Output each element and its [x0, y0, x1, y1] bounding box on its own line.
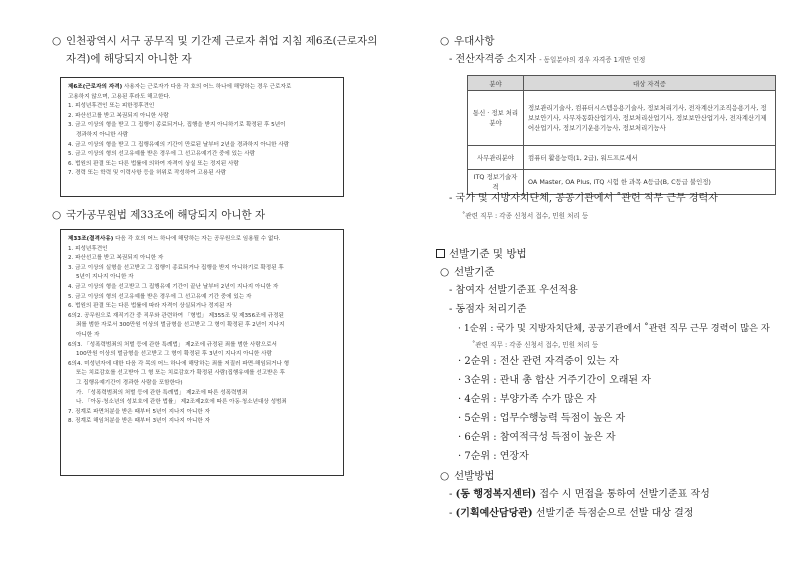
article-6-item: 6. 법원의 판결 또는 다른 법률에 의하여 자격이 상실 또는 정지된 사람 — [68, 160, 239, 167]
article-33-item: 4. 금고 이상의 형을 선고받고 그 집행유예 기간이 끝난 날부터 2년이 지나지 아니한 자 — [68, 283, 279, 290]
preference-cert-note: - 동일분야의 경우 자격증 1개만 인정 — [539, 56, 646, 64]
article-33-item: 5년이 지나지 아니한 자 — [76, 274, 134, 281]
article-33-item: 나. 「아동·청소년의 성보호에 관한 법률」 제2조제2호에 따른 아동·청소년대상 성범죄 — [76, 399, 287, 406]
article-33-item: 6의4. 미성년자에 대한 다음 각 목의 어느 하나에 해당하는 죄를 저질러 파면·해임되거나 형 — [68, 360, 290, 367]
article-33-item: 6의3. 「성폭력범죄의 처벌 등에 관한 특례법」 제2조에 규정된 죄를 범한 사람으로서 — [68, 341, 277, 348]
rank-item: · 5순위 : 업무수행능력 득점이 높은 자 — [458, 413, 626, 424]
article-6-item: 2. 파산선고를 받고 복권되지 아니한 사람 — [68, 112, 169, 119]
table-cell-certs: 정보관리기술사, 컴퓨터시스템응용기술사, 정보처리기사, 전자계산기조직응용기사, 정보보안기사, 사무자동화산업기사, 정보처리산업기사, 정보보안산업기사, 전자계산기제어산업기사, 정보기기운용기능사, 정보처리기능사 — [524, 91, 776, 146]
circle-bullet-icon: ○ — [52, 35, 62, 47]
rule-article-6-box: 제6조(근로자의 자격) 사용자는 근로자가 다음 각 호의 어느 하나에 해당하는 경우 근로자로 고용하지 않으며, 고용된 후라도 해고한다. 1. 피성년후견인 또는 피한정후견인 2. 파산선고를 받고 복권되지 아니한 사람 3. 금고 이상의 형을 받고 그 집행이 종료되거나, 집행을 받지 아니하기로 확정된 후 5년이 경과하지 아니한 사람 4. 금고 이상의 형을 받고 그 집행유예의 기간이 만료된 날부터 2년을 경과하지 아니한 사람 5. 금고 이상의 형의 선고유예를 받은 경우에 그 선고유예기간 중에 있는 사람 6. 법원의 판결 또는 다른 법률에 의하여 자격이 상실 또는 정지된 사람 7. 경력 또는 학력 및 이력사항 등을 허위로 작성하여 고용된 사람 — [60, 77, 344, 197]
law-article-33-box: 제33조(결격사유) 다음 각 호의 어느 하나에 해당하는 자는 공무원으로 임용될 수 없다. 1. 피성년후견인 2. 파산선고를 받고 복권되지 아니한 자 3. 금고 이상의 실형을 선고받고 그 집행이 종료되거나 집행을 받지 아니하기로 확정된 후 5년이 지나지 아니한 자 4. 금고 이상의 형을 선고받고 그 집행유예 기간이 끝난 날부터 2년이 지나지 아니한 자 5. 금고 이상의 형의 선고유예를 받은 경우에 그 선고유예 기간 중에 있는 자 6. 법원의 판결 또는 다른 법률에 따라 자격이 상실되거나 정지된 자 6의2. 공무원으로 재직기간 중 직무와 관련하여 「형법」 제355조 및 제356조에 규정된 죄를 범한 자로서 300만원 이상의 벌금형을 선고받고 그 형이 확정된 후 2년이 지나지 아니한 자 6의3. 「성폭력범죄의 처벌 등에 관한 특례법」 제2조에 규정된 죄를 범한 사람으로서 100만원 이상의 벌금형을 선고받고 그 형이 확정된 후 3년이 지나지 아니한 사람 6의4. 미성년자에 대한 다음 각 목의 어느 하나에 해당하는 죄를 저질러 파면·해임되거나 형 또는 치료감호를 선고받아 그 형 또는 치료감호가 확정된 사람(집행유예를 선고받은 후 그 집행유예기간이 경과한 사람을 포함한다) 가. 「성폭력범죄의 처벌 등에 관한 특례법」 제2조에 따른 성폭력범죄 나. 「아동·청소년의 성보호에 관한 법률」 제2조제2호에 따른 아동·청소년대상 성범죄 7. 징계로 파면처분을 받은 때부터 5년이 지나지 아니한 자 8. 징계로 해임처분을 받은 때부터 3년이 지나지 아니한 자 — [60, 229, 344, 476]
circle-bullet-icon: ○ — [52, 209, 62, 221]
method-item-office: (기획예산담당관) — [455, 508, 533, 519]
circle-bullet-icon: ○ — [440, 470, 450, 482]
article-6-item: 5. 금고 이상의 형의 선고유예를 받은 경우에 그 선고유예기간 중에 있는 사람 — [68, 151, 256, 158]
article-6-title: 제6조(근로자의 자격) — [68, 84, 123, 90]
article-33-item: 6. 법원의 판결 또는 다른 법률에 따라 자격이 상실되거나 정지된 자 — [68, 303, 232, 310]
gov-experience-note: ˚관련 직무 : 각종 신청서 접수, 민원 처리 등 — [462, 212, 589, 220]
method-item-office: (동 행정복지센터) — [455, 489, 537, 500]
article-33-item: 그 집행유예기간이 경과한 사람을 포함한다) — [76, 379, 183, 386]
table-cell-certs: OA Master, OA Plus, ITQ 시험 한 과목 A등급(B, C등급 불인정) — [524, 170, 776, 195]
article-33-item: 또는 치료감호를 선고받아 그 형 또는 치료감호가 확정된 사람(집행유예를 선고받은 후 — [76, 370, 286, 377]
article-33-item: 6의2. 공무원으로 재직기간 중 직무와 관련하여 「형법」 제355조 및 제356조에 규정된 — [68, 312, 284, 319]
article-6-intro: 고용하지 않으며, 고용된 후라도 해고한다. — [68, 93, 171, 100]
method-item: - (기획예산담당관) 선발기준 득점순으로 선발 대상 결정 — [449, 508, 694, 519]
article-6-item: 경과하지 아니한 사람 — [76, 131, 129, 138]
article-33-item: 7. 징계로 파면처분을 받은 때부터 5년이 지나지 아니한 자 — [68, 408, 210, 415]
criteria-item: - 참여자 선발기준표 우선적용 — [449, 285, 578, 296]
article-6-item: 1. 피성년후견인 또는 피한정후견인 — [68, 103, 155, 110]
section-heading-employment-rule: ○ 인천광역시 서구 공무직 및 기간제 근로자 취업 지침 제6조(근로자의 — [52, 33, 377, 50]
rank-item: · 6순위 : 참여적극성 득점이 높은 자 — [458, 432, 616, 443]
table-header-row — [468, 76, 776, 91]
article-6-item: 3. 금고 이상의 형을 받고 그 집행이 종료되거나, 집행을 받지 아니하기로 확정된 후 5년이 — [68, 122, 286, 129]
criteria-heading: ○ 선발기준 — [440, 264, 495, 281]
table-cell-field: 사무관리분야 — [468, 146, 524, 170]
section-heading-civil-service-law: ○ 국가공무원법 제33조에 해당되지 아니한 자 — [52, 207, 265, 224]
table-cell-field: ITQ 정보기술자격 — [468, 170, 524, 195]
certificate-table — [467, 75, 776, 195]
article-33-item: 3. 금고 이상의 실형을 선고받고 그 집행이 종료되거나 집행을 받지 아니하기로 확정된 후 — [68, 264, 284, 271]
article-6-item: 4. 금고 이상의 형을 받고 그 집행유예의 기간이 만료된 날부터 2년을 경과하지 아니한 사람 — [68, 141, 290, 148]
rank-1-note: ˚관련 직무 : 각종 신청서 접수, 민원 처리 등 — [472, 341, 599, 349]
table-cell-certs: 컴퓨터 활용능력(1, 2급), 워드프로세서 — [524, 146, 776, 170]
method-subheading: ○ 선발방법 — [440, 468, 495, 485]
article-33-item: 죄를 범한 자로서 300만원 이상의 벌금형을 선고받고 그 형이 확정된 후 2년이 지나지 — [76, 322, 285, 329]
criteria-item: - 동점자 처리기준 — [449, 304, 527, 315]
table-header: 분야 — [468, 76, 524, 91]
circle-bullet-icon: ○ — [440, 266, 450, 278]
method-item: - (동 행정복지센터) 접수 시 면접을 통하여 선발기준표 작성 — [449, 489, 710, 500]
circle-bullet-icon: ○ — [440, 35, 450, 47]
rank-item: · 2순위 : 전산 관련 자격증이 있는 자 — [458, 356, 619, 367]
article-33-item: 2. 파산선고를 받고 복권되지 아니한 자 — [68, 255, 164, 262]
article-33-item: 5. 금고 이상의 형의 선고유예를 받은 경우에 그 선고유예 기간 중에 있는 자 — [68, 293, 252, 300]
rank-item: · 3순위 : 관내 총 합산 거주기간이 오래된 자 — [458, 375, 651, 386]
rank-item: · 1순위 : 국가 및 지방자치단체, 공공기관에서 ˚관련 직무 근무 경력이 많은 자 — [458, 323, 770, 334]
article-33-item: 가. 「성폭력범죄의 처벌 등에 관한 특례법」 제2조에 따른 성폭력범죄 — [76, 389, 248, 396]
article-33-item: 8. 징계로 해임처분을 받은 때부터 3년이 지나지 아니한 자 — [68, 418, 210, 425]
table-row — [468, 91, 776, 146]
preference-heading: ○ 우대사항 — [440, 33, 495, 50]
table-row — [468, 146, 776, 170]
square-bullet-icon — [436, 249, 445, 258]
preference-cert-line: - 전산자격증 소지자 - 동일분야의 경우 자격증 1개만 인정 — [449, 54, 646, 65]
rank-item: · 4순위 : 부양가족 수가 많은 자 — [458, 394, 597, 405]
section-heading-continuation: 자격)에 해당되지 아니한 자 — [66, 53, 192, 65]
table-cell-field: 통신 · 정보 처리분야 — [468, 91, 524, 146]
rank-item: · 7순위 : 연장자 — [458, 451, 529, 462]
article-33-title: 제33조(결격사유) — [68, 236, 114, 242]
article-33-item: 1. 피성년후견인 — [68, 245, 108, 252]
method-heading: 선발기준 및 방법 — [436, 246, 527, 262]
article-6-item: 7. 경력 또는 학력 및 이력사항 등을 허위로 작성하여 고용된 사람 — [68, 170, 227, 177]
article-33-item: 100만원 이상의 벌금형을 선고받고 그 형이 확정된 후 3년이 지나지 아니한 사람 — [76, 351, 272, 358]
article-33-item: 아니한 자 — [76, 331, 100, 338]
table-header: 대상 자격증 — [524, 76, 776, 91]
gov-experience-line: - 국가 및 지방자치단체, 공공기관에서 ˚관련 직무 근무 경력자 — [449, 193, 718, 204]
